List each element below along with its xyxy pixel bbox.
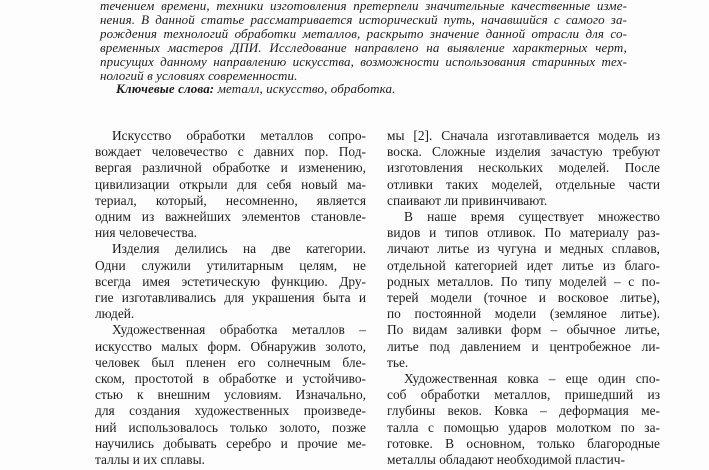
text-line: мы [2]. Сначала изготавливается модель из <box>387 128 660 143</box>
text-line: личают литье из чугуна и медных сплавов, <box>387 241 660 257</box>
text-line: вождает человечество с давних пор. Под- <box>95 144 366 160</box>
text-line: В наше время существует множество <box>404 209 660 225</box>
text-line: Искусство обработки металлов сопро- <box>112 128 366 143</box>
text-line: ния человечества. <box>95 225 197 241</box>
text-line: таллы и их сплавы. <box>95 452 205 468</box>
text-line: ний использовалось только золото, позже <box>95 419 366 435</box>
text-line: научились добывать серебро и прочие ме- <box>95 435 366 451</box>
text-line: Одни служили утилитарным целям, не <box>95 257 366 273</box>
text-line: терей модели (точное и восковое литье), <box>387 290 660 306</box>
text-line: гие изготавливались для украшения быта и <box>95 290 366 306</box>
text-line: воска. Сложные изделия зачастую требуют <box>387 144 660 160</box>
text-line: спаивают ли привинчивают. <box>387 192 548 208</box>
text-line: литье под давлением и центробежное ли- <box>387 338 660 354</box>
text-line: всегда имея эстетическую функцию. Дру- <box>95 273 366 289</box>
body-column-left <box>95 128 366 468</box>
text-line: человек был пленен его солнечным бле- <box>95 354 366 370</box>
text-line: Художественная обработка металлов – <box>112 322 366 338</box>
text-line: ском, простотой в обработке и устойчиво- <box>95 371 366 387</box>
abstract-block <box>100 0 627 96</box>
text-line: временных мастеров ДПИ. Исследование направлено на выявление характерных черт, <box>100 39 627 55</box>
text-line: нологий в условиях современности. <box>100 67 298 83</box>
text-line: металлы обладают необходимой пластич- <box>387 452 625 468</box>
keywords-line <box>100 82 627 96</box>
text-line: присущих данному направлению искусства, возможности использования старинных тех- <box>100 53 627 69</box>
text-line: людей. <box>95 306 135 322</box>
keywords-text: металл, искусство, обработка. <box>214 81 396 97</box>
text-line: рождения технологий обработки металлов, раскрыто значение данной отрасли для со- <box>100 25 627 41</box>
text-line: отливки таких моделей, отдельные части <box>387 176 660 192</box>
text-line: Художественная ковка – еще один спо- <box>404 371 660 387</box>
text-line: для создания художественных произведе- <box>95 403 366 419</box>
text-line: териал, который, несомненно, является <box>95 192 366 208</box>
text-line: талла с помощью ударов молотком по за- <box>387 419 660 435</box>
text-line: изготовления нескольких моделей. После <box>387 160 660 176</box>
abstract-paragraph <box>100 0 627 82</box>
body-column-right <box>387 128 660 468</box>
text-line: одним из важнейших элементов становле- <box>95 209 366 225</box>
text-line: отдельной категорией идет литье из благо- <box>387 257 660 273</box>
text-line: вергая различной обработке и изменению, <box>95 160 366 176</box>
keywords-label: Ключевые слова: <box>116 81 215 97</box>
text-line: По видам заливки форм – обычное литье, <box>387 322 660 338</box>
text-line: видов и типов отливок. По материалу раз- <box>387 225 660 241</box>
text-line: нения. В данной статье рассматривается исторический путь, начавшийся с самого за- <box>100 11 627 27</box>
text-line: цивилизации открыли для себя новый ма- <box>95 176 366 192</box>
text-line: по постоянной модели (земляное литье). <box>387 306 660 322</box>
text-line: стью к внешним условиям. Изначально, <box>95 387 366 403</box>
text-line: соб обработки металлов, пришедший из <box>387 387 660 403</box>
text-line: Изделия делились на две категории. <box>112 241 366 257</box>
text-line: глубины веков. Ковка – деформация ме- <box>387 403 660 419</box>
text-line: искусство малых форм. Обнаружив золото, <box>95 338 366 354</box>
text-line: течением времени, техники изготовления претерпели значительные качественные изме- <box>100 0 627 13</box>
text-line: тье. <box>387 354 409 370</box>
text-line: готовке. В основном, только благородные <box>387 435 660 451</box>
text-line: родных металлов. По типу моделей – с по- <box>387 273 660 289</box>
